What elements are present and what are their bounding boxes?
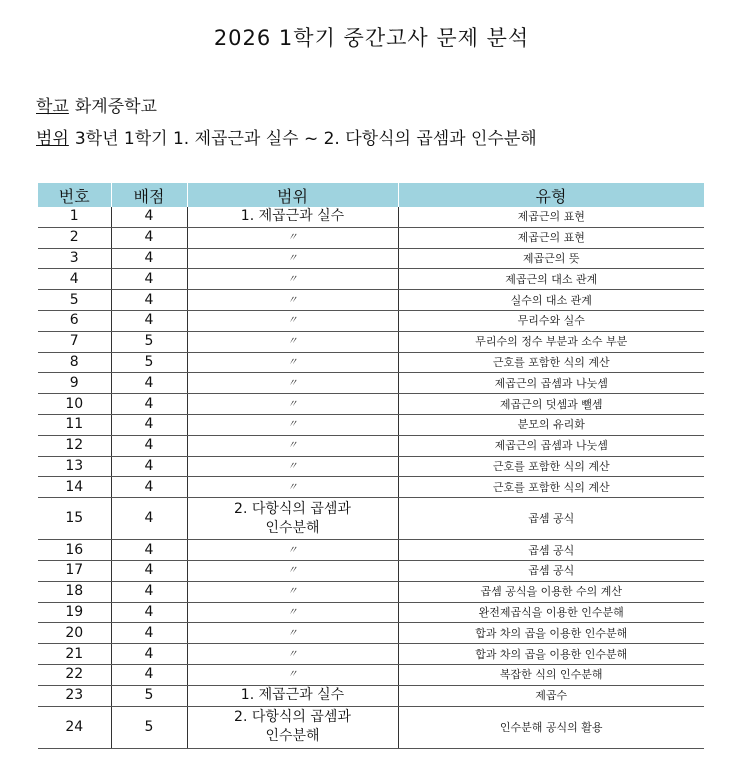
range-label: 범위 [36, 129, 69, 149]
cell-points: 4 [111, 248, 187, 269]
cell-points: 4 [111, 540, 187, 561]
cell-range-line: 인수분해 [265, 519, 320, 536]
table-row [38, 540, 704, 561]
cell-type: 근호를 포함한 식의 계산 [398, 477, 704, 498]
cell-range-ditto: 〃 [187, 560, 398, 581]
cell-type: 분모의 유리화 [398, 414, 704, 435]
cell-range: 1. 제곱근과 실수 [187, 685, 398, 706]
cell-number: 14 [38, 477, 111, 498]
cell-range-ditto: 〃 [187, 414, 398, 435]
cell-range: 1. 제곱근과 실수 [187, 207, 398, 227]
table-row [38, 435, 704, 456]
cell-type: 곱셈 공식 [398, 498, 704, 540]
cell-number: 19 [38, 602, 111, 623]
table-row [38, 644, 704, 665]
cell-number: 10 [38, 394, 111, 415]
cell-type: 제곱근의 대소 관계 [398, 269, 704, 290]
table-row [38, 331, 704, 352]
cell-range-ditto: 〃 [187, 477, 398, 498]
header-range: 범위 [187, 183, 398, 207]
cell-points: 4 [111, 456, 187, 477]
table-body [38, 207, 704, 748]
school-line [36, 92, 157, 117]
cell-points: 4 [111, 498, 187, 540]
table-row [38, 394, 704, 415]
range-line [36, 124, 537, 149]
cell-range-ditto: 〃 [187, 331, 398, 352]
cell-range-line: 2. 다항식의 곱셈과 [234, 709, 351, 726]
table-row [38, 602, 704, 623]
cell-points: 4 [111, 664, 187, 685]
range-value: 3학년 1학기 1. 제곱근과 실수 ~ 2. 다항식의 곱셈과 인수분해 [74, 129, 537, 149]
table-row [38, 248, 704, 269]
cell-points: 4 [111, 310, 187, 331]
cell-type: 근호를 포함한 식의 계산 [398, 352, 704, 373]
table-row [38, 498, 704, 540]
table-row [38, 706, 704, 748]
header-number: 번호 [38, 183, 111, 207]
cell-range-ditto: 〃 [187, 248, 398, 269]
cell-range-ditto: 〃 [187, 352, 398, 373]
cell-number: 24 [38, 706, 111, 748]
cell-number: 16 [38, 540, 111, 561]
cell-range-ditto: 〃 [187, 394, 398, 415]
cell-number: 8 [38, 352, 111, 373]
cell-number: 15 [38, 498, 111, 540]
cell-points: 4 [111, 581, 187, 602]
cell-number: 7 [38, 331, 111, 352]
cell-range-ditto: 〃 [187, 435, 398, 456]
cell-type: 제곱근의 곱셈과 나눗셈 [398, 373, 704, 394]
cell-range-line: 2. 다항식의 곱셈과 [234, 500, 351, 517]
table-row [38, 352, 704, 373]
cell-range-ditto: 〃 [187, 623, 398, 644]
cell-number: 4 [38, 269, 111, 290]
cell-range-ditto: 〃 [187, 602, 398, 623]
cell-type: 합과 차의 곱을 이용한 인수분해 [398, 623, 704, 644]
header-points: 배점 [111, 183, 187, 207]
table-row [38, 227, 704, 248]
table-row [38, 207, 704, 227]
cell-number: 21 [38, 644, 111, 665]
cell-range-ditto: 〃 [187, 290, 398, 311]
table-row [38, 290, 704, 311]
table-row [38, 581, 704, 602]
cell-type: 제곱근의 덧셈과 뺄셈 [398, 394, 704, 415]
cell-number: 22 [38, 664, 111, 685]
cell-range-ditto: 〃 [187, 664, 398, 685]
cell-number: 13 [38, 456, 111, 477]
school-value: 화계중학교 [74, 97, 157, 117]
cell-range-ditto: 〃 [187, 540, 398, 561]
cell-range-ditto: 〃 [187, 269, 398, 290]
cell-type: 제곱근의 표현 [398, 207, 704, 227]
cell-type: 실수의 대소 관계 [398, 290, 704, 311]
table-row [38, 560, 704, 581]
cell-type: 무리수와 실수 [398, 310, 704, 331]
school-label: 학교 [36, 97, 69, 117]
cell-points: 4 [111, 269, 187, 290]
analysis-table [38, 183, 705, 749]
cell-range-ditto: 〃 [187, 310, 398, 331]
table-row [38, 664, 704, 685]
table-row [38, 269, 704, 290]
cell-points: 5 [111, 331, 187, 352]
header-type: 유형 [398, 183, 704, 207]
table-row [38, 373, 704, 394]
cell-points: 4 [111, 207, 187, 227]
cell-number: 12 [38, 435, 111, 456]
cell-number: 18 [38, 581, 111, 602]
cell-points: 4 [111, 394, 187, 415]
cell-points: 4 [111, 623, 187, 644]
table-header-row [38, 183, 704, 207]
cell-number: 2 [38, 227, 111, 248]
table-row [38, 477, 704, 498]
page-title: 2026 1학기 중간고사 문제 분석 [213, 26, 530, 50]
cell-points: 4 [111, 560, 187, 581]
table-row [38, 414, 704, 435]
cell-points: 4 [111, 373, 187, 394]
cell-type: 복잡한 식의 인수분해 [398, 664, 704, 685]
cell-type: 곱셈 공식 [398, 540, 704, 561]
table-row [38, 623, 704, 644]
cell-number: 11 [38, 414, 111, 435]
cell-type: 곱셈 공식 [398, 560, 704, 581]
cell-type: 완전제곱식을 이용한 인수분해 [398, 602, 704, 623]
cell-type: 제곱근의 표현 [398, 227, 704, 248]
table-row [38, 456, 704, 477]
cell-points: 4 [111, 227, 187, 248]
cell-number: 17 [38, 560, 111, 581]
cell-type: 무리수의 정수 부분과 소수 부분 [398, 331, 704, 352]
cell-type: 제곱근의 뜻 [398, 248, 704, 269]
cell-range-ditto: 〃 [187, 456, 398, 477]
cell-points: 4 [111, 602, 187, 623]
cell-points: 4 [111, 290, 187, 311]
cell-range [187, 706, 398, 748]
cell-points: 4 [111, 435, 187, 456]
cell-type: 제곱수 [398, 685, 704, 706]
cell-type: 근호를 포함한 식의 계산 [398, 456, 704, 477]
cell-points: 4 [111, 477, 187, 498]
cell-number: 3 [38, 248, 111, 269]
cell-range-ditto: 〃 [187, 227, 398, 248]
cell-type: 제곱근의 곱셈과 나눗셈 [398, 435, 704, 456]
cell-number: 20 [38, 623, 111, 644]
cell-number: 1 [38, 207, 111, 227]
cell-range-ditto: 〃 [187, 373, 398, 394]
cell-number: 5 [38, 290, 111, 311]
table-row [38, 685, 704, 706]
cell-type: 합과 차의 곱을 이용한 인수분해 [398, 644, 704, 665]
cell-points: 5 [111, 706, 187, 748]
cell-number: 9 [38, 373, 111, 394]
cell-range-ditto: 〃 [187, 644, 398, 665]
cell-range-ditto: 〃 [187, 581, 398, 602]
cell-points: 4 [111, 644, 187, 665]
table-row [38, 310, 704, 331]
cell-points: 5 [111, 352, 187, 373]
cell-type: 곱셈 공식을 이용한 수의 계산 [398, 581, 704, 602]
cell-type: 인수분해 공식의 활용 [398, 706, 704, 748]
cell-range-line: 인수분해 [265, 728, 320, 745]
cell-number: 6 [38, 310, 111, 331]
cell-number: 23 [38, 685, 111, 706]
cell-points: 5 [111, 685, 187, 706]
cell-points: 4 [111, 414, 187, 435]
cell-range [187, 498, 398, 540]
